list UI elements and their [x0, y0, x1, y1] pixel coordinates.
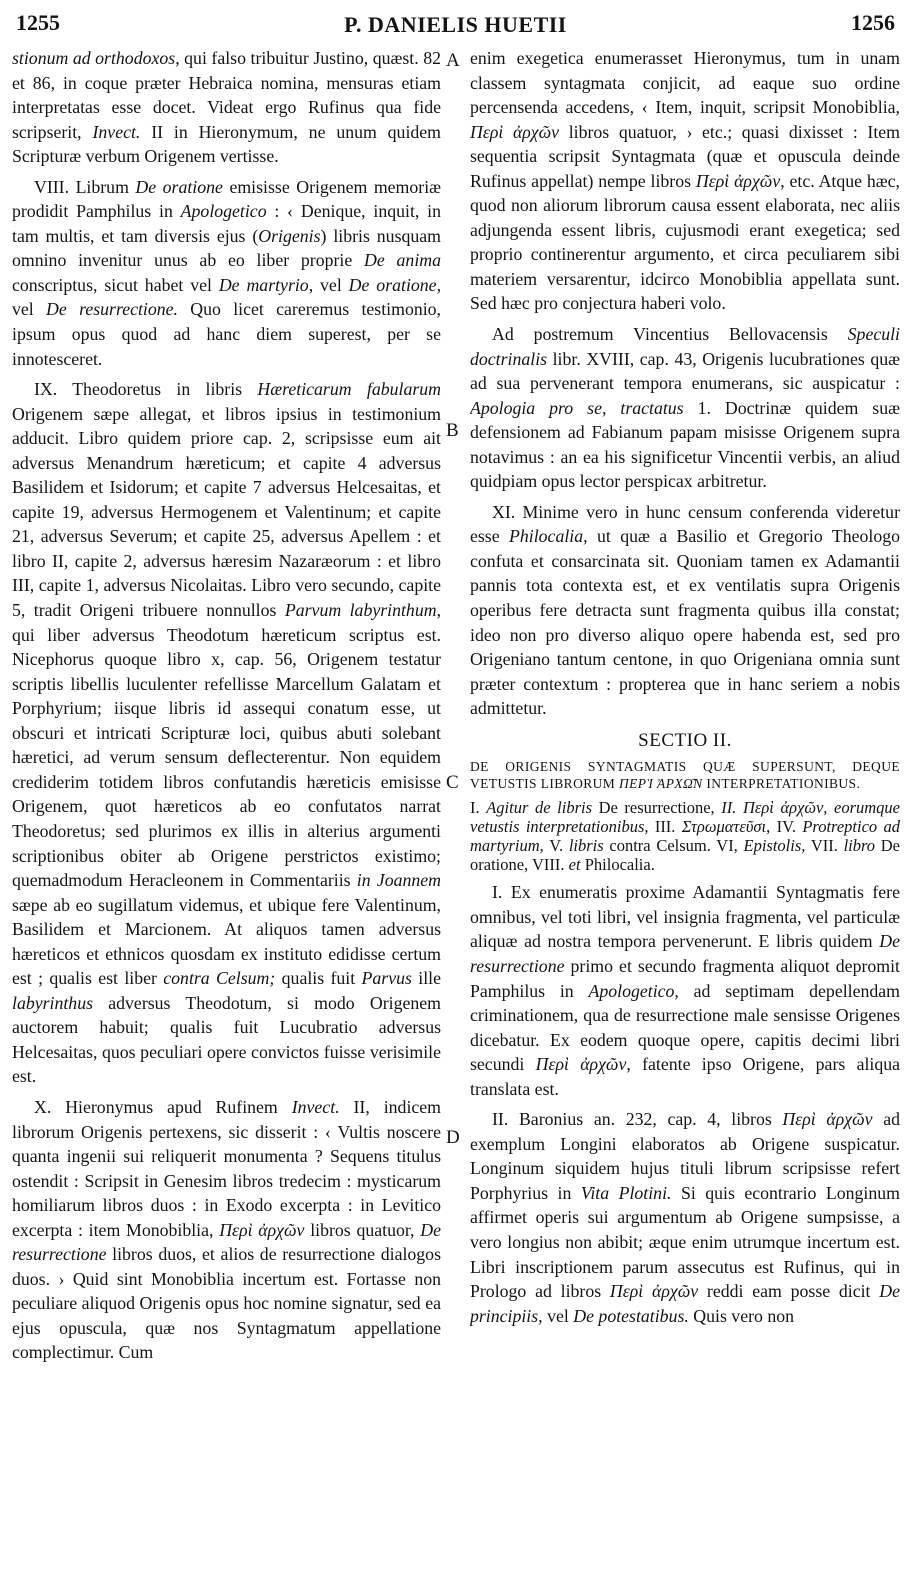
italic-text: Περὶ ἀρχῶν	[609, 1281, 699, 1302]
text-run: De resurrectione,	[592, 798, 722, 818]
italic-text: libris	[568, 836, 604, 856]
italic-text: Περὶ ἀρχῶν	[695, 170, 781, 191]
italic-text: De resurrectione	[470, 931, 900, 976]
page-number-right: 1256	[851, 10, 895, 35]
italic-text: Philocalia,	[509, 526, 588, 547]
italic-text: De anima	[364, 250, 441, 271]
text-run: : ‹ Denique, inquit, in tam multis, et tam diversis ejus (	[12, 201, 441, 246]
left-column	[12, 46, 441, 1566]
right-paragraph-i	[470, 880, 900, 1101]
text-run: ad exemplum Longini elaboratos ab Origene suspicatur. Longinum siquidem hujus tituli librum scripsisse refert Porphyrius in	[470, 1109, 900, 1203]
text-run: III.	[648, 817, 682, 837]
text-run: Ad postremum Vincentius Bellovacensis	[492, 324, 848, 345]
text-run: II, indicem librorum Origenis pertexens, sic disserit : ‹ Vultis noscere quanta ingenii sui reliquerit monumenta ? Sequens titulus ostendit : Scripsit in Genesim libros tredecim : mysticarum homiliarum libros duos : in Exodo excerpta : in Levitico excerpta : item Monobiblia,	[12, 1096, 441, 1240]
italic-text: Hæreticarum fabularum	[257, 379, 441, 400]
text-run: I.	[470, 798, 487, 818]
italic-text: Parvum labyrinthum	[284, 600, 437, 621]
text-run: qualis fuit	[275, 968, 362, 989]
text-run: , vel	[308, 274, 349, 295]
page-number-left: 1255	[16, 10, 60, 35]
left-paragraph-viii	[12, 175, 441, 371]
italic-text: in Joannem	[356, 870, 441, 891]
italic-text: De resurrectione	[12, 1219, 441, 1265]
text-run: vel	[542, 1305, 574, 1326]
text-run: ut quæ a Basilio et Gregorio Theologo confuta et consarcinata sit. Quoniam tamen ex Adamantii pannis tota contexta est, et ex ventilatis supra Origenis operibus fere detracta sunt fragmenta quibus illa constat; ideo non pro diverso aliquo opere habenda est, sed pro Origeniano tantum centone, in quo Origeniana omnia sunt præter contextum : propterea que in hanc seriem a nobis admittetur.	[470, 526, 900, 719]
section-heading: SECTIO II.	[638, 729, 732, 751]
text-run: ille	[411, 968, 441, 989]
running-title: P. DANIELIS HUETII	[344, 12, 567, 37]
italic-text: Parvus	[361, 968, 412, 989]
text-run: XI. Minime vero in hunc censum conferenda videretur esse	[470, 501, 900, 547]
italic-text: II. Περὶ ἀρχῶν, eorumque vetustis interpretationibus,	[470, 798, 900, 837]
text-run: Origenem sæpe allegat, et libros ipsius in testimonium adducit. Libro quidem priore cap. 2, scripsisse eum ait adversus Menandrum hæreticum; et capite 4 adversus Basilidem et Isidorum; et capite 7 adversus Helcesaitas, et capite 19, adversus Hermogenem et Valentinum; et capite 21, adversus Severum; et capite 25, adversus Apellem : et libro II, capite 2, adversus hæresim Nazaræorum : et libro III, capite 1, adversus Nicolaitas. Libro vero secundo, capite 5, tradit Origeni tribuere nonnullos	[12, 403, 441, 621]
italic-text: Origenis	[258, 225, 321, 246]
italic-text: Περὶ ἀρχῶν	[219, 1219, 305, 1240]
italic-text: Speculi doctrinalis	[470, 324, 900, 369]
right-paragraph-vincentius	[470, 322, 900, 494]
italic-text: stionum ad orthodoxos	[12, 48, 176, 68]
text-run: , vel	[12, 274, 441, 320]
italic-text: Invect.	[291, 1096, 340, 1117]
text-run: ) libris nusquam omnino invenitur unus ab eo liber proprie	[12, 225, 441, 271]
right-column	[470, 46, 900, 1566]
italic-text: De potestatibus.	[573, 1305, 689, 1326]
text-run: primo et secundo fragmenta aliquot depromit Pamphilus in	[470, 955, 900, 1001]
italic-text: Περὶ ἀρχῶν	[535, 1054, 627, 1075]
margin-letter-d: D	[446, 1127, 460, 1148]
italic-text: Invect.	[92, 121, 141, 142]
italic-text: contra Celsum;	[163, 968, 276, 989]
margin-letter-a: A	[446, 50, 460, 71]
text-run: ad septimam depellendam criminationem, qua de resurrectione male sensisse Origenes dicebatur. Ex eodem quoque opere, capitis decimi libri secundi	[470, 980, 900, 1075]
text-run: , etc. Atque hæc, quod non aliorum librorum causa essent elaborata, nec aliis adjungenda essent libris, cujusmodi erant exegetica; sed proprio continerentur argumento, et circa peculiarem sibi materiem versarentur, idcirco Monobiblia appellata sunt. Sed hæc pro conjectura haberi volo.	[470, 170, 900, 314]
italic-text: Στρωματεῦσι	[681, 817, 767, 837]
section-subheading	[470, 758, 900, 792]
italic-text: Epistolis,	[743, 836, 806, 856]
text-run: libros quatuor,	[304, 1219, 421, 1240]
text-run: II. Baronius an. 232, cap. 4, libros	[492, 1109, 783, 1130]
text-run: libros quatuor, › etc.; quasi dixisset : Item sequentia scripsit Syntagmata (quæ et opuscula deinde Rufinus appellat) nempe libros	[470, 121, 900, 191]
text-run: , IV.	[766, 817, 803, 837]
italic-text: De principiis,	[470, 1281, 900, 1326]
italic-text: Περὶ ἀρχῶν	[470, 121, 560, 142]
italic-text: Apologia pro se, tractatus	[470, 397, 684, 418]
italic-text: De oratione	[135, 176, 223, 197]
text-run: , qui liber adversus Theodotum hæreticum scriptus est. Nicephorus quoque libro x, cap. 56, Origenem testatur scriptis libellis luculenter refellisse Marcellum Galatam et Porphyrium; iisque libris id assequi conatum esse, ut obscuri et intricati Scripturæ loci, quibus abuti solebant hæretici, ad verum sensum deflecterentur. Non equidem crediderim totidem libros confutandis hæreticis emisisse Origenem, quot hæreticos ab eo confutatos narrat Theodoretus; sed plurimos ex illis in alterius argumenti scriptionibus obiter ab Origene perstrictos existimo; quemadmodum Heracleonem in Commentariis	[12, 600, 441, 891]
text-run: emisisse Origenem memoriæ prodidit Pamphilus in	[12, 176, 441, 222]
italic-text: De oratione	[348, 274, 437, 295]
right-paragraph-1	[470, 46, 900, 316]
text-run: De oratione, VIII.	[470, 836, 900, 875]
text-run: Si quis econtrario Longinum affirmet operis sui argumentum ab Origene sumpsisse, a vero longius non abibit; æque enim utrumque incertum est. Libri inscriptionem parum assecutus est Rufinus, qui in Prologo ad libros	[470, 1182, 900, 1302]
text-run: 1. Doctrinæ quidem suæ defensionem ad Fabianum papam misisse Origenem supra notavimus : an ea his significetur Vincentii verbis, an aliud quidpiam opus lector perspicax arbitretur.	[470, 397, 900, 492]
italic-text: et	[568, 855, 581, 875]
italic-text: ΠΕΡῚ ἈΡΧΩ͂Ν	[618, 776, 703, 792]
page-header	[10, 10, 901, 44]
italic-text: labyrinthus	[12, 992, 94, 1013]
left-paragraph-ix	[12, 377, 441, 1089]
text-run: reddi eam posse dicit	[698, 1281, 880, 1302]
text-run: II in Hieronymum, ne unum quidem Scripturæ verbum Origenem vertisse.	[12, 121, 441, 167]
text-run: Philocalia.	[580, 855, 655, 875]
italic-text: Περὶ ἀρχῶν	[782, 1109, 873, 1130]
italic-text: Agitur de libris	[486, 798, 592, 818]
margin-letter-c: C	[446, 772, 459, 793]
margin-letter-b: B	[446, 420, 459, 441]
right-paragraph-ii	[470, 1107, 900, 1328]
left-paragraph-x	[12, 1095, 441, 1365]
text-run: adversus Theodotum, si modo Origenem auctorem habuit; qualis fuit Lucubratio adversus Helcesaitas, quos peculiari opere convictos fuisse verisimile est.	[12, 992, 441, 1087]
text-run: IX. Theodoretus in libris	[34, 379, 258, 400]
text-run: Quis vero non	[688, 1305, 795, 1326]
left-paragraph-1	[12, 46, 441, 169]
text-run: I. Ex enumeratis proxime Adamantii Syntagmatis fere omnibus, vel toti libri, vel insignia fragmenta, vel particulæ aliquæ ad nostra tempora pervenerunt. E libris quidem	[470, 882, 900, 952]
text-run: INTERPRETATIONIBUS.	[702, 776, 861, 792]
italic-text: Protreptico ad martyrium,	[470, 817, 900, 856]
text-run: Quo licet careremus testimonio, ipsum opus quod ad hanc diem superest, per se innotesceret.	[12, 299, 441, 369]
italic-text: libro	[843, 836, 876, 856]
italic-text: Apologetico	[180, 201, 267, 222]
text-run: libros duos, et alios de resurrectione dialogos duos. › Quid sint Monobiblia incertum est. Fortasse non peculiare aliquod Origenis opus hoc nomine signatur, sed ea ejus opuscula, quæ nos Syntagmatum appellatione complectimur. Cum	[12, 1244, 441, 1363]
text-run: sæpe ab eo sugillatum videmus, et ubique fere Valentinum, Basilidem et Marcionem. At aliquos tamen adversus hæreticos et ethnicos quosdam ex instituto edidisse certum est ; qualis est liber	[12, 894, 441, 989]
italic-text: De resurrectione.	[46, 299, 178, 320]
text-run: DE ORIGENIS SYNTAGMATIS QUÆ SUPERSUNT, DEQUE VETUSTIS LIBRORUM	[470, 759, 900, 792]
text-run: libr. XVIII, cap. 43, Origenis lucubrationes quæ ad sua pervenerant tempora enumerans, sic auspicatur :	[470, 348, 900, 394]
text-run: , fatente ipso Origene, pars aliqua translata est.	[470, 1054, 900, 1099]
italic-text: De martyrio	[218, 274, 309, 295]
text-run: X. Hieronymus apud Rufinem	[34, 1096, 292, 1117]
text-run: VIII. Librum	[34, 176, 136, 197]
text-run: enim exegetica enumerasset Hieronymus, tum in unam classem syntagmata conjicit, ad eaque suo ordine percensenda accedens, ‹ Item, inquit, scripsit Monobiblia,	[470, 48, 900, 118]
italic-text: Vita Plotini.	[580, 1182, 672, 1203]
text-run: conscriptus, sicut habet vel	[12, 274, 219, 295]
text-run: contra Celsum. VI,	[603, 836, 744, 856]
section-summary	[470, 798, 900, 874]
right-paragraph-xi	[470, 500, 900, 721]
italic-text: Apologetico,	[588, 980, 679, 1001]
text-run: , qui falso tribuitur Justino, quæst. 82 et 86, in coque præter Hebraica nomina, mensuras etiam interpretatas esse docet. Videat ergo Rufinus qua fide scripserit,	[12, 48, 441, 142]
text-run: VII.	[805, 836, 844, 856]
text-run: V.	[543, 836, 569, 856]
